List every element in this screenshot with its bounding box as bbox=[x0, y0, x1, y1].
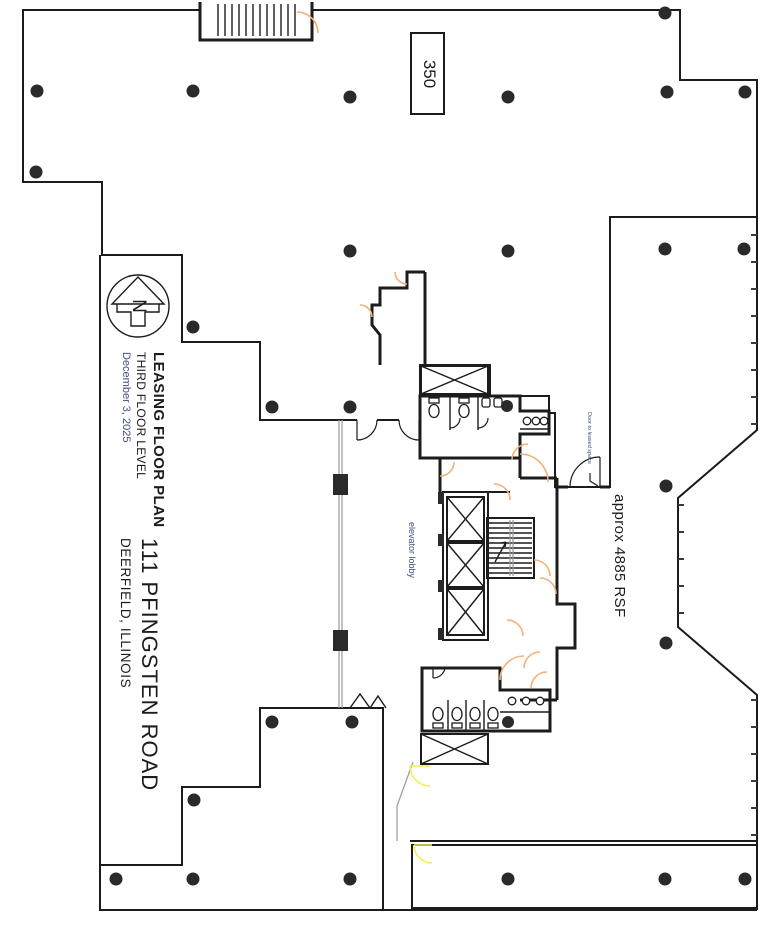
plan-subtitle: THIRD FLOOR LEVEL bbox=[134, 352, 149, 480]
wall-column bbox=[333, 474, 348, 495]
toilet-icon bbox=[429, 398, 439, 403]
toilet-icon bbox=[433, 708, 443, 721]
toilet-icon bbox=[470, 708, 480, 721]
sink-icon bbox=[522, 697, 530, 705]
top-stairwell bbox=[200, 2, 318, 40]
lower-shaft-box bbox=[421, 734, 488, 764]
window-mullion-ticks bbox=[678, 235, 757, 835]
sink-icon bbox=[523, 417, 531, 425]
address-road: 111 PFINGSTEN ROAD bbox=[137, 538, 162, 792]
yellow-door-swing-arcs bbox=[410, 766, 432, 863]
toilet-icon bbox=[452, 708, 462, 721]
upper-shaft-box bbox=[421, 366, 488, 394]
plan-title: LEASING FLOOR PLAN bbox=[150, 352, 167, 528]
door-swing-arc bbox=[440, 462, 454, 476]
elevator-lobby-label: elevator lobby bbox=[407, 522, 417, 579]
toilet-icon bbox=[429, 405, 439, 418]
break-line-zigzag bbox=[350, 694, 386, 708]
upper-restroom bbox=[420, 396, 549, 458]
sink-icon bbox=[540, 417, 548, 425]
door-to-leased-space bbox=[555, 457, 610, 487]
column-dot bbox=[502, 716, 514, 728]
toilet-icon bbox=[459, 405, 469, 418]
title-block bbox=[119, 352, 168, 528]
sink-icon bbox=[508, 697, 516, 705]
door-swing-arc bbox=[399, 420, 419, 440]
column-dot bbox=[501, 400, 513, 412]
address-city: DEERFIELD, ILLINOIS bbox=[118, 538, 134, 689]
wall-column bbox=[333, 630, 348, 651]
door-note-label: Door to leased space bbox=[586, 412, 592, 464]
central-stair bbox=[487, 518, 534, 578]
area-label: approx 4885 RSF bbox=[611, 494, 628, 618]
north-letter: N bbox=[128, 299, 150, 313]
door-swing-arcs bbox=[494, 444, 556, 688]
plan-date: December 3, 2025 bbox=[119, 352, 132, 443]
toilet-icon bbox=[459, 398, 469, 403]
urinal-icon bbox=[482, 398, 490, 407]
sink-icon bbox=[532, 417, 540, 425]
sink-icon bbox=[536, 697, 544, 705]
suite-number-label: 350 bbox=[419, 59, 439, 89]
urinal-icon bbox=[494, 398, 502, 407]
bottom-hatched-strip bbox=[410, 841, 757, 908]
elevator-bank bbox=[438, 492, 488, 640]
zigzag-demising-wall bbox=[360, 272, 425, 365]
address-block bbox=[117, 538, 163, 828]
door-swing-arc bbox=[357, 420, 377, 440]
toilet-icon bbox=[488, 708, 498, 721]
